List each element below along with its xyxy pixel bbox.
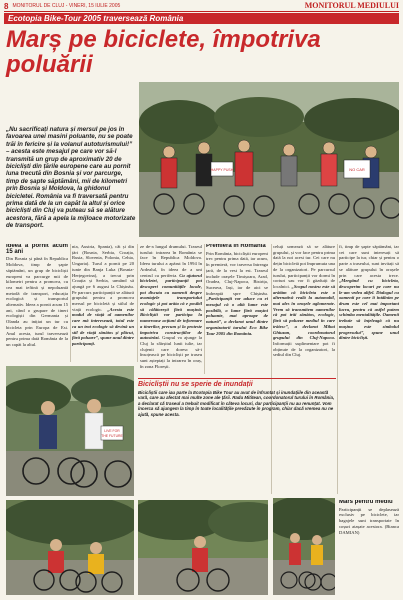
subhead-idea: Ideea a pornit acum 15 ani: [6, 244, 68, 255]
protest-sign-1: HAPPY PUSH: [210, 168, 234, 172]
cyclists-photo-bottom-right: [273, 498, 335, 595]
column-3-text: ze de-a lungul drumului. Traseul turului: intrarea în România se face în Republica Moldova. Ideea turului a apărut în 1994 în Ardealul, în ideea de a uni centrul cu periferia.: [140, 244, 202, 278]
page-number: 8: [4, 1, 9, 11]
column-6-text: fi, timp de șapte săptămâni, iar cei care sunt interesați să participe la tur, chiar și pentru o parte a traseului, sunt invitați să se alăture grupului în orașele prin care acesta trece.: [339, 244, 399, 278]
header-rule: [4, 11, 399, 12]
cyclists-photo-bottom-center: [138, 500, 268, 595]
protest-sign-2: NO CAR: [349, 167, 365, 172]
sidebar-box-text: Bicicliștii care iau parte la Ecotopia Bike Tour au avut de înfruntat și inundațiile din această vară, care au afectat mai multe zone ale țării. Radu Mititean, coordonatorul turului în România, a declarat că traseul a trebuit modificat în câteva locuri, dar participanții nu au renunțat. Vom încerca să ajungem la timp în toate localitățile prevăzute în program, chiar dacă vremea nu ne ajută, spune acesta.: [138, 390, 335, 417]
cyclists-photo-bottom-left: [6, 500, 134, 595]
page-header: [4, 2, 399, 10]
column-4-quote: „Participanții vor aduce cu ei mesajul că o altă lume este posibilă, o lume fără mașini poluante, mai aproape de natură”, a declarat unul dintre organizatorii turului Eco Bike Tour 2005 din România.: [206, 296, 268, 336]
column-rule: [137, 244, 138, 362]
masthead: MONITORUL MEDIULUI: [304, 1, 399, 10]
sidebar-box-title: Bicicliștii nu se sperie de inundații: [138, 381, 253, 388]
column-rule: [337, 244, 338, 494]
subhead-premiere: Premieră în România: [206, 244, 266, 249]
main-photo: [139, 82, 399, 237]
column-1-text: Din Bosnia și până în Republica Moldova, timp de șapte săptămâni, un grup de bicicliști europeni va parcurge mii de kilometri pentru a promova, cu cea mai ieftină și nepoluantă metodă de transport, educația ecologică și transportul alternativ. Ideea a pornit acum 15 ani, când o grupare de tineri ecologiști din Germania și Olanda au inițiat un tur cu bicicleta prin Europa de Est. Anul acesta, turul traversează pentru prima dată România de la un capăt la altul.: [6, 256, 68, 347]
photo-sign-2: THE FUTURE: [101, 434, 123, 438]
column-3: [140, 244, 202, 374]
column-5-text: celuți urmează să se alăture grupului, și vor face pentru prima dată la noi acest tur. Cei care nu dețin bicicletă pot împrumuta una de la organizatori. Pe parcursul turului, participanții vor dormi în corturi sau vor fi găzduiți de localnici.: [273, 244, 335, 289]
lead-paragraph: „Nu sacrificați natura și mersul pe jos în favoarea unei masini poluante, nu se poate trăi în fericire și la volanul autoturismului!” – acesta este mesajul pe care vor să-l transmită un grup de aproximativ 20 de bicicliști din țările europene care au pornit luna trecută din Bosnia și vor parcurge, timp de șapte săptămâni, mii de kilometri prin Bosnia și Moldova, la ghidonul bicicletei. România va fi traversată pentru prima dată de la un capăt la altul și orice bicicliști din Cluj va puteau să se alăture acestora, fără a apela la mijloace motorizate de transport.: [6, 126, 136, 230]
column-2-text: nia, Austria, Spania), cât și din țări (Bosnia, Serbia, Croația, Rusia, Slovenia, Polonia, Cehia, Ungaria). Turul a pornit pe 20 iunie din Banja Luka (Bosnia-Herțegovina), a trecut prin Croația și Serbia, urmând să ajungă pe 6 august la Chișinău. Pe parcurs participanții se alătură grupului pentru a promova mersul pe bicicletă și stilul de viață ecologic.: [72, 244, 134, 312]
cyclists-photo-left-art: [6, 366, 134, 496]
column-1: [6, 244, 68, 362]
sidebar-box: [138, 378, 336, 497]
main-photo-art: [139, 82, 399, 237]
column-rule: [204, 244, 205, 374]
dateline: MONITORUL DE CLUJ - VINERI, 15 IULIE 2005: [12, 3, 121, 9]
subhead-march: Mars pentru mediu: [339, 500, 393, 505]
column-2-quote: „Acesta este modul de viață al oamenilor care mă interesează, totul este ca un trai ecologic să devină un stil de viață sănătos și plăcut, fără poluare”, spune unul dintre participanți.: [72, 306, 134, 346]
column-6-quote: „Mergând cu bicicleta, descoperim locuri pe care nu le-am vedea altfel. Dialogul cu oamenii pe care îi întâlnim pe drum este cel mai important lucru, pentru că astfel putem schimba mentalitățile. Oamenii trebuie să înțeleagă că nu mașina este simbolul progresului”, spune unul dintre bicicliști.: [339, 278, 399, 341]
cyclists-photo-bottom-right-art: [273, 498, 335, 595]
column-6-lower: [339, 500, 399, 595]
column-3-tail: Grupul va ajunge la Cluj la sfârșitul lunii iulie, iar clujenii care doresc să-i însoțească pe bicicliști pe traseu sunt așteptați la intrarea în oraș, în zona Florești.: [140, 335, 202, 369]
cyclists-photo-bottom-center-art: [138, 500, 268, 595]
column-4-text: Prin România, bicicliștii europeni trec pentru prima dată, iar acum, în premieră, vor traversa întreaga țară, de la vest la est. Traseul include orașele Timișoara, Arad, Oradea, Cluj-Napoca, Bistrița, Suceava, Iași, iar de aici se îndreaptă spre Chișinău.: [206, 250, 268, 296]
cyclists-photo-bottom-left-art: [6, 500, 134, 595]
section-band: Ecotopia Bike-Tour 2005 traversează România: [4, 13, 399, 24]
cyclists-photo-left: [6, 366, 134, 496]
column-5-tail: Informații suplimentare pot fi obținute de la organizatori, la sediul din Cluj.: [273, 340, 335, 358]
column-6-tail: Participanții se deplasează exclusiv pe biciclete, iar bagajele sunt transportate în coșuri atașate acestora. (Bianca DAMIAN): [339, 506, 399, 535]
column-5-quote: „Scopul nostru este să arătăm că bicicleta este o alternativă reală la automobil, mai ales în orașele aglomerate. Vrem să transmitem oamenilor că pot trăi sănătos, ecologic, fără să polueze mediul în care trăiesc”, a declarat Mihai Ghiuzan, coordonatorul grupului din Cluj-Napoca.: [273, 283, 335, 341]
column-rule: [70, 244, 71, 362]
headline: Marș pe biciclete, împotriva poluării: [6, 26, 321, 78]
column-2: [72, 244, 134, 362]
photo-sign-1: LIVE FOR: [104, 429, 120, 433]
column-3-quote: Cu ajutorul bicicletei, participanții pot descoperi comunitățile locale, pot discuta cu oamenii despre avantajele transportului ecologic și pot arăta că e posibil să călătorești fără mașină. Bicicliștii vor participa la numeroase acțiuni de informare a tinerilor, precum și la proteste împotriva construcțiilor de autostrăzi.: [140, 272, 202, 341]
column-4: [206, 244, 268, 374]
